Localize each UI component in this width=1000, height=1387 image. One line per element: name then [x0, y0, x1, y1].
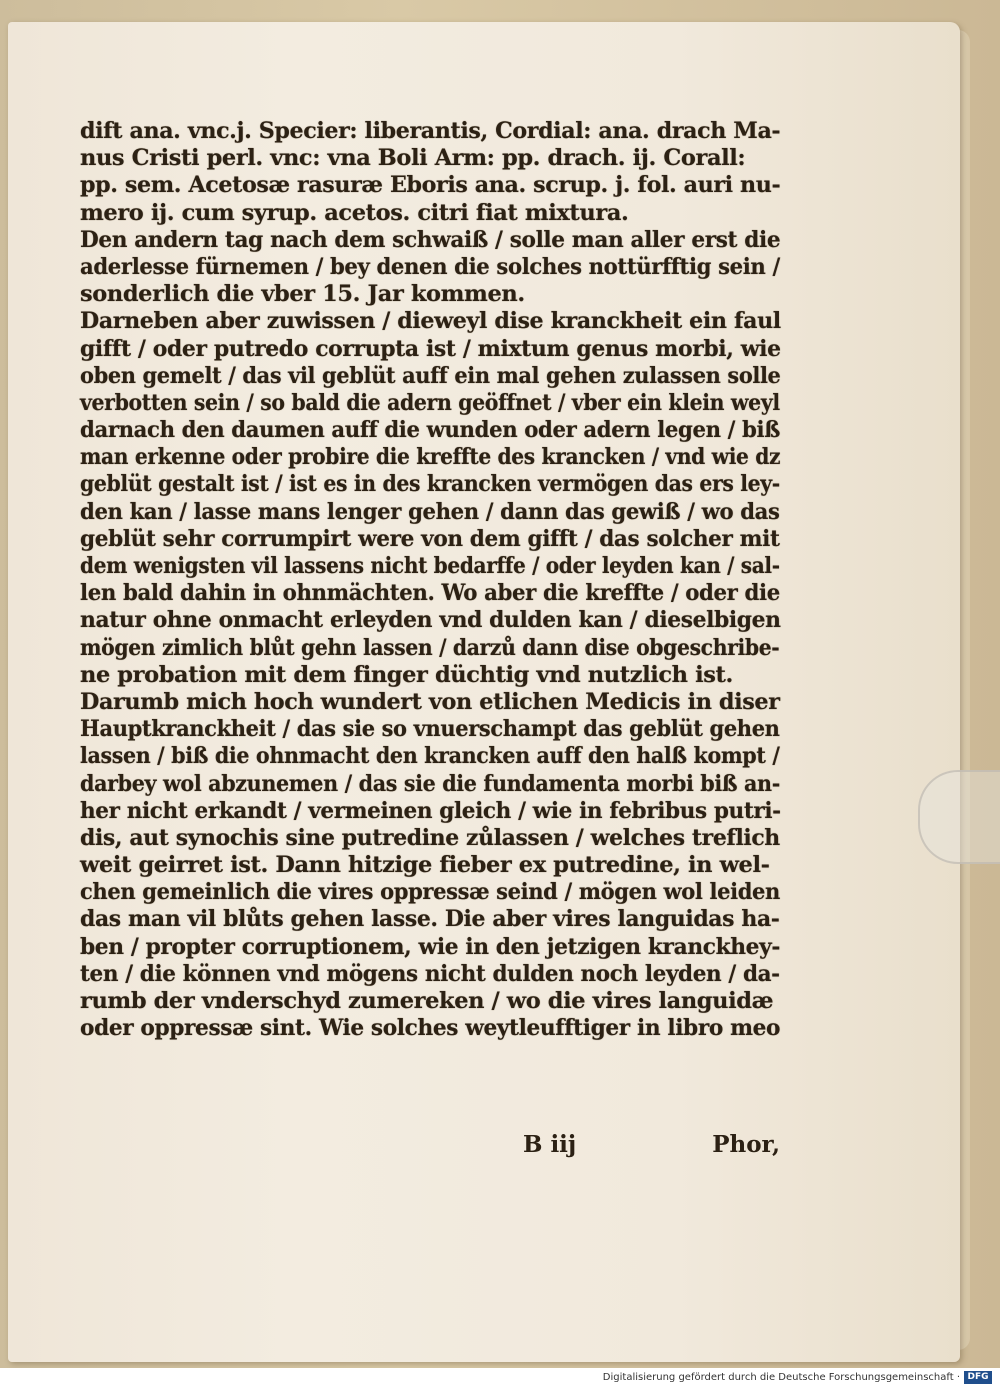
- text-line-content: dis, aut synochis sine putredine zůlassen / welches treflich: [80, 824, 780, 851]
- text-line-content: dift ana. vnc.j. Specier: liberantis, Cordial: ana. drach Ma-: [80, 118, 781, 144]
- text-line: [80, 879, 780, 906]
- text-line-content: Den andern tag nach dem schwaiß / solle man aller erst die: [80, 226, 781, 253]
- page-text: [80, 118, 780, 1042]
- text-line-content: mero ij. cum syrup. acetos. citri fiat mixtura.: [80, 199, 629, 226]
- text-line-content: ne probation mit dem finger düchtig vnd nutzlich ist.: [80, 661, 733, 688]
- text-line: [80, 417, 780, 444]
- text-line: [80, 798, 780, 825]
- text-line-content: Darneben aber zuwissen / dieweyl dise kranckheit ein faul: [80, 308, 781, 335]
- text-line-content: ten / die können vnd mögens nicht dulden noch leyden / da-: [80, 960, 780, 987]
- dfg-logo: DFG: [964, 1371, 992, 1384]
- text-line-content: chen gemeinlich die vires oppressæ seind / mögen wol leiden: [80, 879, 780, 906]
- text-line: [80, 771, 780, 798]
- text-line: [80, 1015, 780, 1042]
- text-line-content: darbey wol abzunemen / das sie die fundamenta morbi biß an-: [80, 770, 780, 797]
- text-line: [80, 200, 780, 227]
- text-line: [80, 118, 780, 145]
- text-line: [80, 662, 780, 689]
- text-line-content: sonderlich die vber 15. Jar kommen.: [80, 281, 525, 308]
- text-line: [80, 471, 780, 498]
- signature-mark: B iij: [523, 1131, 577, 1158]
- text-line-content: weit geirret ist. Dann hitzige fieber ex putredine, in wel-: [80, 852, 770, 879]
- text-line: [80, 607, 780, 634]
- text-line-content: verbotten sein / so bald die adern geöffnet / vber ein klein weyl: [80, 389, 780, 416]
- text-line: [80, 227, 780, 254]
- text-line-content: natur ohne onmacht erleyden vnd dulden kan / dieselbigen: [80, 607, 781, 634]
- catchword: Phor,: [712, 1131, 780, 1158]
- text-line-content: rumb der vnderschyd zumereken / wo die vires languidæ: [80, 988, 774, 1014]
- text-line-content: dem wenigsten vil lassens nicht bedarffe / oder leyden kan / sal-: [80, 553, 780, 579]
- text-line-content: das man vil blůts gehen lasse. Die aber vires languidas ha-: [80, 906, 780, 933]
- text-line-content: mögen zimlich blůt gehn lassen / darzů dann dise obgeschribe-: [80, 634, 780, 661]
- text-line-content: geblüt sehr corrumpirt were von dem gifft / das solcher mit: [80, 525, 780, 552]
- text-line-content: len bald dahin in ohnmächten. Wo aber die kreffte / oder die: [80, 580, 780, 607]
- text-line-content: man erkenne oder probire die kreffte des krancken / vnd wie dz: [80, 444, 781, 471]
- text-line: [80, 254, 780, 281]
- text-line-content: nus Cristi perl. vnc: vna Boli Arm: pp. drach. ij. Corall:: [80, 145, 746, 172]
- text-line-content: Darumb mich hoch wundert von etlichen Medicis in diser: [80, 688, 780, 715]
- text-line: [80, 444, 780, 471]
- text-line: [80, 281, 780, 308]
- text-line: [80, 689, 780, 716]
- text-line: [80, 852, 780, 879]
- text-line-content: oder oppressæ sint. Wie solches weytleufftiger in libro meo: [80, 1015, 781, 1042]
- text-line-content: den kan / lasse mans lenger gehen / dann das gewiß / wo das: [80, 498, 780, 525]
- text-line-content: geblüt gestalt ist / ist es in des krancken vermögen das ers ley-: [80, 471, 780, 498]
- text-line: [80, 906, 780, 933]
- text-line-content: darnach den daumen auff die wunden oder adern legen / biß: [80, 417, 780, 444]
- text-line: [80, 390, 780, 417]
- text-line: [80, 961, 780, 988]
- text-line-content: lassen / biß die ohnmacht den krancken auff den halß kompt /: [80, 743, 780, 770]
- funding-credit: Digitalisierung gefördert durch die Deutsche Forschungsgemeinschaft ·: [602, 1372, 960, 1383]
- text-line: [80, 145, 780, 172]
- text-line-content: aderlesse fürnemen / bey denen die solches nottürfftig sein /: [80, 253, 780, 280]
- text-line: [80, 825, 780, 852]
- page-footer: [80, 1131, 780, 1161]
- text-line: [80, 308, 780, 335]
- page-clip: [918, 770, 1000, 864]
- text-line: [80, 580, 780, 607]
- text-line-content: ben / propter corruptionem, wie in den jetzigen kranckhey-: [80, 933, 781, 960]
- text-line: [80, 553, 780, 580]
- text-line: [80, 499, 780, 526]
- text-line-content: pp. sem. Acetosæ rasuræ Eboris ana. scrup. j. fol. auri nu-: [80, 172, 781, 199]
- text-line: [80, 988, 780, 1015]
- text-line-content: gifft / oder putredo corrupta ist / mixtum genus morbi, wie: [80, 335, 781, 362]
- text-line-content: oben gemelt / das vil geblüt auff ein mal gehen zulassen solle: [80, 362, 781, 389]
- text-line: [80, 526, 780, 553]
- text-line: [80, 743, 780, 770]
- text-line: [80, 172, 780, 199]
- text-line: [80, 363, 780, 390]
- text-line: [80, 716, 780, 743]
- text-line-content: Hauptkranckheit / das sie so vnuerschampt das geblüt gehen: [80, 716, 780, 743]
- text-line: [80, 635, 780, 662]
- text-line: [80, 934, 780, 961]
- text-line-content: her nicht erkandt / vermeinen gleich / wie in febribus putri-: [80, 797, 781, 824]
- text-line: [80, 336, 780, 363]
